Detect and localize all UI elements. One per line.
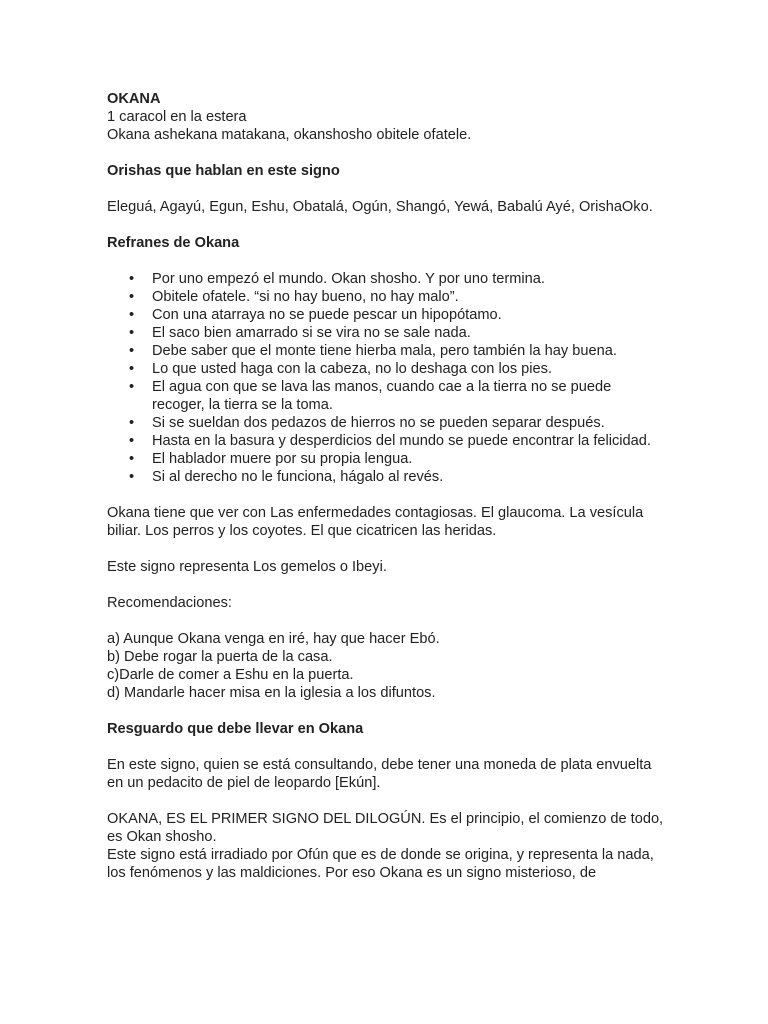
- subtitle-line-2: Okana ashekana matakana, okanshosho obitele ofatele.: [107, 127, 472, 143]
- orishas-paragraph: Eleguá, Agayú, Egun, Eshu, Obatalá, Ogún, Shangó, Yewá, Babalú Ayé, OrishaOko.: [107, 199, 653, 215]
- list-item: d) Mandarle hacer misa en la iglesia a los difuntos.: [107, 685, 436, 701]
- resguardo-paragraph: En este signo, quien se está consultando, debe tener una moneda de plata envuelta en un pedacito de piel de leopardo [Ekún].: [107, 757, 652, 791]
- refranes-heading: Refranes de Okana: [107, 235, 240, 251]
- gemelos-paragraph: Este signo representa Los gemelos o Ibeyi.: [107, 559, 387, 575]
- list-item: a) Aunque Okana venga en iré, hay que hacer Ebó.: [107, 631, 440, 647]
- list-item: • Si se sueldan dos pedazos de hierros no se pueden separar después.: [107, 414, 667, 432]
- list-item: • El hablador muere por su propia lengua.: [107, 450, 667, 468]
- list-item: • Con una atarraya no se puede pescar un hipopótamo.: [107, 306, 667, 324]
- list-item: • Hasta en la basura y desperdicios del mundo se puede encontrar la felicidad.: [107, 432, 667, 450]
- list-item: • Obitele ofatele. “si no hay bueno, no hay malo”.: [107, 288, 667, 306]
- document-page: [107, 90, 667, 882]
- list-item: • Por uno empezó el mundo. Okan shosho. Y por uno termina.: [107, 270, 667, 288]
- list-item: • Si al derecho no le funciona, hágalo al revés.: [107, 468, 667, 486]
- list-item: • Debe saber que el monte tiene hierba mala, pero también la hay buena.: [107, 342, 667, 360]
- document-title: OKANA: [107, 91, 161, 107]
- list-item: c)Darle de comer a Eshu en la puerta.: [107, 667, 354, 683]
- list-item: • Lo que usted haga con la cabeza, no lo deshaga con los pies.: [107, 360, 667, 378]
- list-item: • El agua con que se lava las manos, cuando cae a la tierra no se puede recoger, la tierra se la toma.: [107, 378, 667, 414]
- orishas-heading: Orishas que hablan en este signo: [107, 163, 340, 179]
- subtitle-line-1: 1 caracol en la estera: [107, 109, 247, 125]
- irradiado-paragraph: Este signo está irradiado por Ofún que es de donde se origina, y representa la nada, los fenómenos y las maldiciones. Por eso Okana es un signo misterioso, de: [107, 847, 654, 881]
- primer-signo-paragraph: OKANA, ES EL PRIMER SIGNO DEL DILOGÚN. Es el principio, el comienzo de todo, es Okan shosho.: [107, 811, 664, 845]
- refranes-list: [107, 270, 667, 486]
- recomendaciones-list: [107, 630, 667, 702]
- list-item: • El saco bien amarrado si se vira no se sale nada.: [107, 324, 667, 342]
- recomendaciones-heading: Recomendaciones:: [107, 595, 232, 611]
- resguardo-heading: Resguardo que debe llevar en Okana: [107, 721, 364, 737]
- list-item: b) Debe rogar la puerta de la casa.: [107, 649, 333, 665]
- enfermedades-paragraph: Okana tiene que ver con Las enfermedades contagiosas. El glaucoma. La vesícula biliar. Los perros y los coyotes. El que cicatricen las heridas.: [107, 505, 644, 539]
